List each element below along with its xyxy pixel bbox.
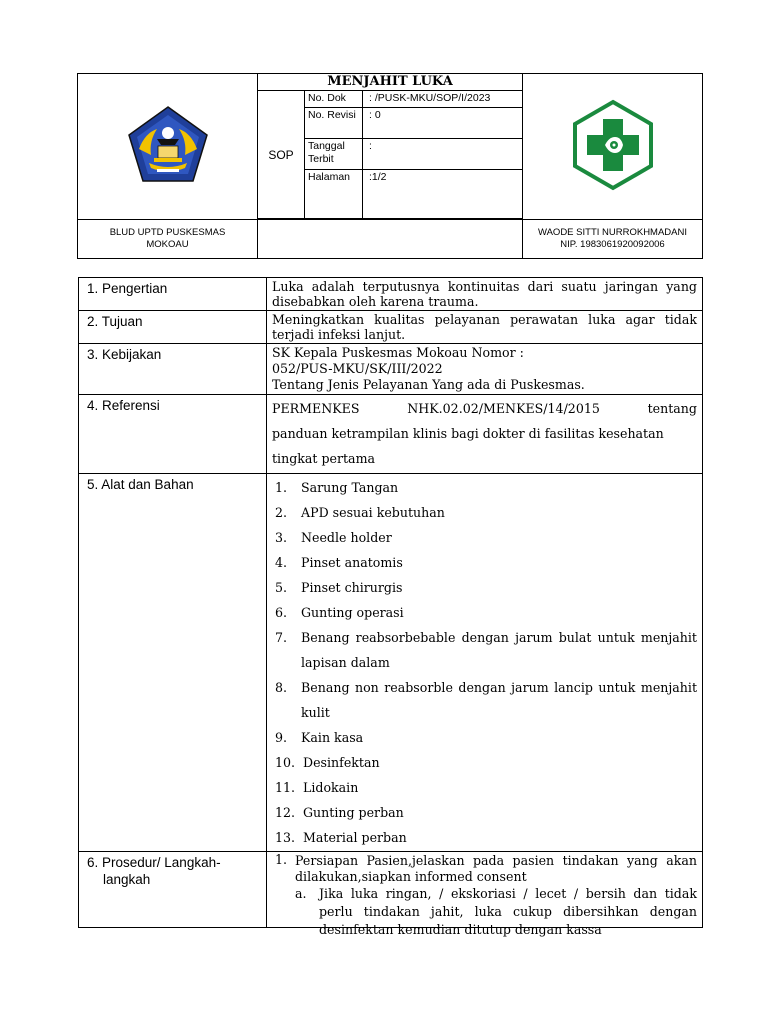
list-item	[275, 525, 697, 550]
list-item-text: Pinset chirurgis	[301, 580, 403, 595]
signer-block	[523, 220, 703, 259]
sop-content-table	[78, 277, 703, 937]
meta-label-no-revisi: No. Revisi	[305, 108, 363, 139]
footer-blank-cell	[258, 220, 523, 259]
list-item	[275, 675, 697, 725]
list-item-number: 13.	[275, 830, 296, 845]
alat-items-list	[275, 475, 697, 850]
list-item-number: 12.	[275, 805, 296, 820]
section-label-pengertian: 1. Pengertian	[79, 278, 267, 311]
section-label-alat: 5. Alat dan Bahan	[79, 474, 267, 852]
list-item	[275, 550, 697, 575]
list-item	[275, 575, 697, 600]
section-row-tujuan	[79, 311, 703, 344]
list-item-number: 2.	[275, 505, 288, 520]
tujuan-text: Meningkatkan kualitas pelayanan perawatan luka agar tidak terjadi infeksi lanjut.	[272, 312, 697, 342]
list-item-text: Sarung Tangan	[301, 480, 399, 495]
signer-nip: NIP. 1983061920092006	[560, 239, 665, 250]
referensi-line-1	[272, 396, 697, 421]
regency-emblem-logo	[127, 105, 209, 185]
prosedur-label-line-1: 6. Prosedur/ Langkah-	[87, 855, 221, 870]
list-item-number: 8.	[275, 680, 288, 695]
section-text-tujuan	[267, 311, 703, 344]
pengertian-text: Luka adalah terputusnya kontinuitas dari suatu jaringan yang disebabkan oleh karena trauma.	[272, 279, 697, 309]
section-label-prosedur	[79, 852, 267, 928]
list-item-number: 6.	[275, 605, 288, 620]
meta-label-tanggal-terbit: Tanggal Terbit	[305, 139, 363, 170]
meta-value-no-revisi: : 0	[363, 108, 703, 139]
list-item-text: Material perban	[303, 830, 407, 845]
prosedur-step-1	[275, 853, 697, 885]
list-item-number: 3.	[275, 530, 288, 545]
meta-value-no-dok: : /PUSK-MKU/SOP/I/2023	[363, 91, 703, 108]
kebijakan-line-2: 052/PUS-MKU/SK/III/2022	[272, 361, 443, 376]
sop-label: SOP	[258, 91, 305, 219]
referensi-line-3: tingkat pertama	[272, 451, 376, 466]
section-row-referensi	[79, 395, 703, 474]
list-item-number: 5.	[275, 580, 288, 595]
list-item-number: 1.	[275, 480, 288, 495]
list-item	[275, 825, 697, 850]
list-item-number: 4.	[275, 555, 288, 570]
list-item	[275, 625, 697, 675]
referensi-word-3: tentang	[647, 401, 697, 416]
section-row-alat	[79, 474, 703, 852]
referensi-line-2: panduan ketrampilan klinis bagi dokter di fasilitas kesehatan	[272, 426, 664, 441]
kebijakan-line-1: SK Kepala Puskesmas Mokoau Nomor :	[272, 345, 524, 360]
section-row-kebijakan	[79, 344, 703, 395]
section-list-alat	[267, 474, 703, 852]
list-item	[275, 750, 697, 775]
list-item-text: Lidokain	[303, 780, 359, 795]
list-item-text: APD sesuai kebutuhan	[301, 505, 445, 520]
prosedur-substep-a	[275, 885, 697, 939]
sop-header-table	[77, 73, 703, 259]
list-item	[275, 775, 697, 800]
list-item-text: Needle holder	[301, 530, 392, 545]
section-text-pengertian	[267, 278, 703, 311]
list-item	[275, 725, 697, 750]
section-row-pengertian	[79, 278, 703, 311]
section-row-prosedur	[79, 852, 703, 928]
organization-name	[78, 220, 258, 259]
list-item	[275, 800, 697, 825]
meta-value-tanggal-terbit: :	[363, 139, 703, 170]
list-item	[275, 500, 697, 525]
section-label-referensi: 4. Referensi	[79, 395, 267, 474]
list-item-text: Pinset anatomis	[301, 555, 403, 570]
meta-label-halaman: Halaman	[305, 170, 363, 219]
list-item-number: 7.	[275, 630, 288, 645]
section-text-prosedur	[267, 852, 703, 937]
signer-name: WAODE SITTI NURROKHMADANI	[537, 227, 687, 238]
prosedur-label-line-2: langkah	[103, 872, 151, 887]
referensi-word-2: NHK.02.02/MENKES/14/2015	[407, 401, 600, 416]
list-item-text: Desinfektan	[303, 755, 380, 770]
list-item-text: Benang reabsorbebable dengan jarum bulat untuk menjahit lapisan dalam	[301, 630, 697, 670]
org-line-1: BLUD UPTD PUSKESMAS	[109, 227, 226, 238]
step-1-number: 1.	[275, 852, 288, 867]
list-item-text: Kain kasa	[301, 730, 364, 745]
left-logo-cell	[78, 74, 258, 220]
meta-value-halaman: :1/2	[363, 170, 703, 219]
step-1-text: Persiapan Pasien,jelaskan pada pasien tindakan yang akan dilakukan,siapkan informed consent	[295, 853, 697, 884]
list-item	[275, 600, 697, 625]
referensi-word-1: PERMENKES	[272, 401, 360, 416]
section-text-referensi	[267, 395, 703, 474]
section-text-kebijakan	[267, 344, 703, 395]
puskesmas-logo	[571, 99, 655, 191]
kebijakan-line-3: Tentang Jenis Pelayanan Yang ada di Puskesmas.	[272, 377, 585, 392]
list-item-number: 10.	[275, 755, 296, 770]
substep-a-letter: a.	[295, 886, 307, 901]
section-label-tujuan: 2. Tujuan	[79, 311, 267, 344]
list-item-text: Gunting operasi	[301, 605, 404, 620]
list-item	[275, 475, 697, 500]
org-line-2: MOKOAU	[146, 239, 189, 250]
list-item-number: 9.	[275, 730, 288, 745]
section-label-kebijakan: 3. Kebijakan	[79, 344, 267, 395]
list-item-text: Gunting perban	[303, 805, 404, 820]
meta-label-no-dok: No. Dok	[305, 91, 363, 108]
list-item-text: Benang non reabsorble dengan jarum lancip untuk menjahit kulit	[301, 680, 697, 720]
document-title: MENJAHIT LUKA	[258, 74, 523, 91]
substep-a-text: Jika luka ringan, / ekskoriasi / lecet / bersih dan tidak perlu tindakan jahit, luka cukup dibersihkan dengan desinfektan kemudian ditutup dengan kassa	[319, 886, 697, 937]
list-item-number: 11.	[275, 780, 296, 795]
